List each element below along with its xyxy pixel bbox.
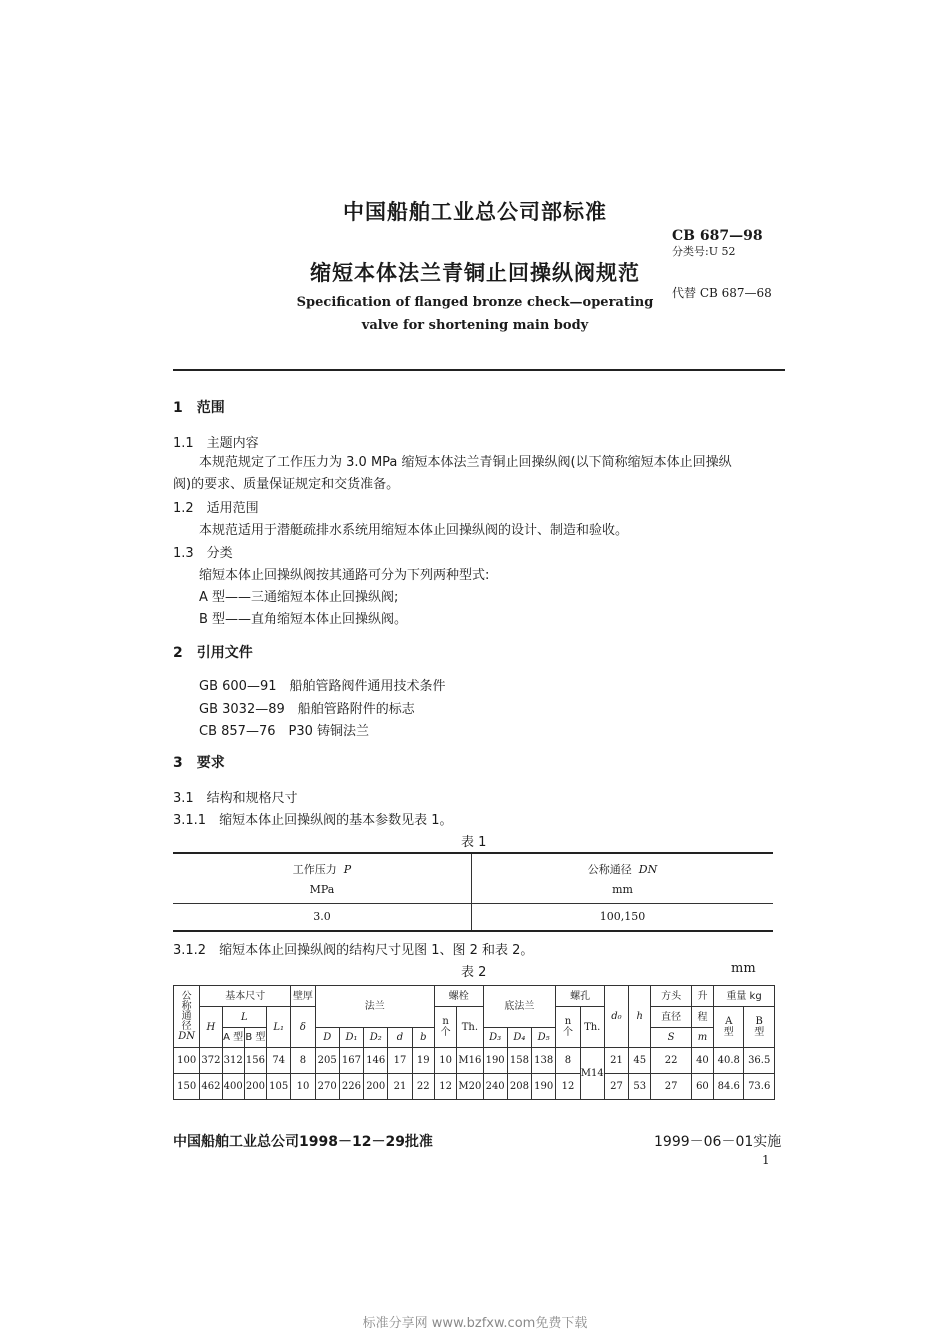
reference-cb857: CB 857—76 P30 铸铜法兰 [199,724,369,739]
th-D1: D₁ [339,1028,363,1048]
section-3-1-2-text: 3.1.2 缩短本体止回操纵阀的结构尺寸见图 1、图 2 和表 2。 [173,943,534,958]
table-2-caption: 表 2 [461,965,487,980]
th-D3: D₃ [483,1028,507,1048]
th-hole-n-letter: n [564,1016,572,1027]
th-m: m [691,1028,713,1048]
table-row [174,1074,775,1100]
table-row [174,1048,775,1074]
th-S: S [651,1028,691,1048]
th-diameter: 直径 [651,1007,691,1028]
th-square-head: 方头 [651,986,691,1007]
th-L: L [222,1007,267,1028]
cell-D5: 190 [532,1074,556,1100]
cell-weight-a: 40.8 [714,1048,744,1074]
table-2-unit: mm [731,961,756,976]
section-3-heading: 3 要求 [173,755,225,771]
th-D: D [315,1028,339,1048]
table-1-diameter-unit: mm [612,882,633,896]
cell-d0: 21 [604,1048,628,1074]
cell-delta: 10 [291,1074,315,1100]
cell-m: 60 [691,1074,713,1100]
th-weight-b-letter: B [755,1016,763,1027]
section-1-3-para-line1: 缩短本体止回操纵阀按其通路可分为下列两种型式: [199,568,490,583]
section-1-1-heading: 1.1 主题内容 [173,436,259,451]
cell-weight-b: 36.5 [744,1048,775,1074]
cell-b: 22 [412,1074,434,1100]
th-lift: 升 [691,986,713,1007]
cell-delta: 8 [291,1048,315,1074]
th-d0: d₀ [604,986,628,1048]
cell-D1: 167 [339,1048,363,1074]
th-L-type-a: A 型 [222,1028,244,1048]
section-1-1-para-line1: 本规范规定了工作压力为 3.0 MPa 缩短本体法兰青铜止回操纵阀(以下简称缩短本体止回操纵 [199,455,732,470]
section-1-2-heading: 1.2 适用范围 [173,501,259,516]
section-1-1-para-line2: 阀)的要求、质量保证规定和交货准备。 [173,477,400,492]
table-1-value-pressure: 3.0 [173,903,472,931]
th-dn [174,986,200,1048]
cell-D3: 190 [483,1048,507,1074]
reference-gb3032: GB 3032—89 船舶管路附件的标志 [199,702,415,717]
th-L1: L₁ [267,1007,291,1048]
th-bolt-hole: 螺孔 [556,986,605,1007]
section-1-heading: 1 范围 [173,400,225,416]
table-1-header-diameter [472,853,774,903]
approval-line: 中国船舶工业总公司1998－12－29批准 [173,1134,433,1150]
cell-d: 21 [388,1074,412,1100]
cell-D3: 240 [483,1074,507,1100]
cell-h: 53 [629,1074,651,1100]
cell-S: 27 [651,1074,691,1100]
th-L-type-b: B 型 [244,1028,266,1048]
cell-D: 270 [315,1074,339,1100]
th-D5: D₅ [532,1028,556,1048]
cell-hole-th-m14: M14 [580,1048,604,1100]
cell-hole-n: 8 [556,1048,580,1074]
th-weight-a [714,1007,744,1048]
section-1-2-para: 本规范适用于潜艇疏排水系统用缩短本体止回操纵阀的设计、制造和验收。 [199,523,629,538]
header-rule [173,369,785,371]
th-lift-cheng: 程 [691,1007,713,1028]
cell-L-b: 200 [244,1074,266,1100]
cell-hole-n: 12 [556,1074,580,1100]
effective-date: 1999－06－01实施 [654,1134,782,1150]
cell-L-b: 156 [244,1048,266,1074]
english-title-line1: Specification of flanged bronze check—operating [296,295,654,310]
cell-D2: 146 [364,1048,388,1074]
cell-L-a: 400 [222,1074,244,1100]
th-dn-symbol: DN [178,1030,196,1042]
cell-b: 19 [412,1048,434,1074]
section-1-3-type-b: B 型——直角缩短本体止回操纵阀。 [199,612,408,627]
cell-H: 372 [200,1048,222,1074]
th-bolt-th: Th. [457,1007,483,1048]
cell-bolt-n: 12 [434,1074,456,1100]
section-1-3-heading: 1.3 分类 [173,546,233,561]
th-weight-b [744,1007,775,1048]
table-1-pressure-unit: MPa [309,882,335,896]
cell-weight-b: 73.6 [744,1074,775,1100]
th-bottom-flange: 底法兰 [483,986,556,1028]
cell-bolt-th: M16 [457,1048,483,1074]
cell-d: 17 [388,1048,412,1074]
th-weight: 重量 kg [714,986,775,1007]
table-1-diameter-symbol: DN [638,862,658,876]
cell-D1: 226 [339,1074,363,1100]
cell-L-a: 312 [222,1048,244,1074]
th-weight-a-letter: A [725,1016,733,1027]
cell-dn: 150 [174,1074,200,1100]
th-bolt: 螺栓 [434,986,483,1007]
th-weight-b-type: 型 [754,1027,765,1038]
replaces-standard: 代替 CB 687—68 [672,286,772,300]
cell-D2: 200 [364,1074,388,1100]
cell-D4: 208 [507,1074,531,1100]
english-title-line2: valve for shortening main body [361,318,589,333]
th-H: H [200,1007,222,1048]
section-2-heading: 2 引用文件 [173,645,253,661]
th-d: d [388,1028,412,1048]
th-D4: D₄ [507,1028,531,1048]
cell-D: 205 [315,1048,339,1074]
th-bolt-n [434,1007,456,1048]
cell-m: 40 [691,1048,713,1074]
th-delta: δ [291,1007,315,1048]
th-hole-th: Th. [580,1007,604,1048]
watermark: 标准分享网 www.bzfxw.com免费下载 [362,1316,588,1331]
th-basic-size: 基本尺寸 [200,986,291,1007]
table-1-pressure-label: 工作压力 [292,862,337,876]
standard-code: CB 687—98 [672,228,763,244]
th-hole-n [556,1007,580,1048]
cell-weight-a: 84.6 [714,1074,744,1100]
th-flange: 法兰 [315,986,434,1028]
th-dn-c2: 称 [181,1000,192,1012]
th-weight-a-type: 型 [723,1027,734,1038]
th-dn-c4: 径 [181,1020,192,1032]
table-1-value-diameter: 100,150 [599,910,646,924]
table-1-pressure-symbol: P [343,862,352,876]
table-1-caption: 表 1 [461,835,487,850]
th-hole-n-unit: 个 [562,1027,573,1038]
cell-d0: 27 [604,1074,628,1100]
th-b: b [412,1028,434,1048]
reference-gb600: GB 600—91 船舶管路阀件通用技术条件 [199,679,446,694]
cell-bolt-n: 10 [434,1048,456,1074]
th-D2: D₂ [364,1028,388,1048]
th-dn-c3: 通 [181,1010,192,1022]
cell-L1: 74 [267,1048,291,1074]
page-number: 1 [762,1153,770,1167]
cell-dn: 100 [174,1048,200,1074]
th-bolt-n-unit: 个 [440,1027,451,1038]
table-2 [173,985,775,1100]
cell-S: 22 [651,1048,691,1074]
th-dn-c1: 公 [181,990,192,1002]
table-1-header-pressure [173,853,472,903]
th-bolt-n-letter: n [442,1016,449,1027]
table-1-diameter-label: 公称通径 [587,862,632,876]
section-3-1-heading: 3.1 结构和规格尺寸 [173,791,298,806]
cell-D5: 138 [532,1048,556,1074]
document-title: 缩短本体法兰青铜止回操纵阀规范 [310,261,640,285]
cell-bolt-th: M20 [457,1074,483,1100]
cell-H: 462 [200,1074,222,1100]
section-3-1-1-text: 3.1.1 缩短本体止回操纵阀的基本参数见表 1。 [173,813,453,828]
cell-D4: 158 [507,1048,531,1074]
cell-h: 45 [629,1048,651,1074]
th-h: h [629,986,651,1048]
classification-number: 分类号:U 52 [672,245,736,258]
table-1 [173,852,773,932]
cell-L1: 105 [267,1074,291,1100]
issuing-organization: 中国船舶工业总公司部标准 [343,200,607,224]
th-wall: 壁厚 [291,986,315,1007]
section-1-3-type-a: A 型——三通缩短本体止回操纵阀; [199,590,399,605]
